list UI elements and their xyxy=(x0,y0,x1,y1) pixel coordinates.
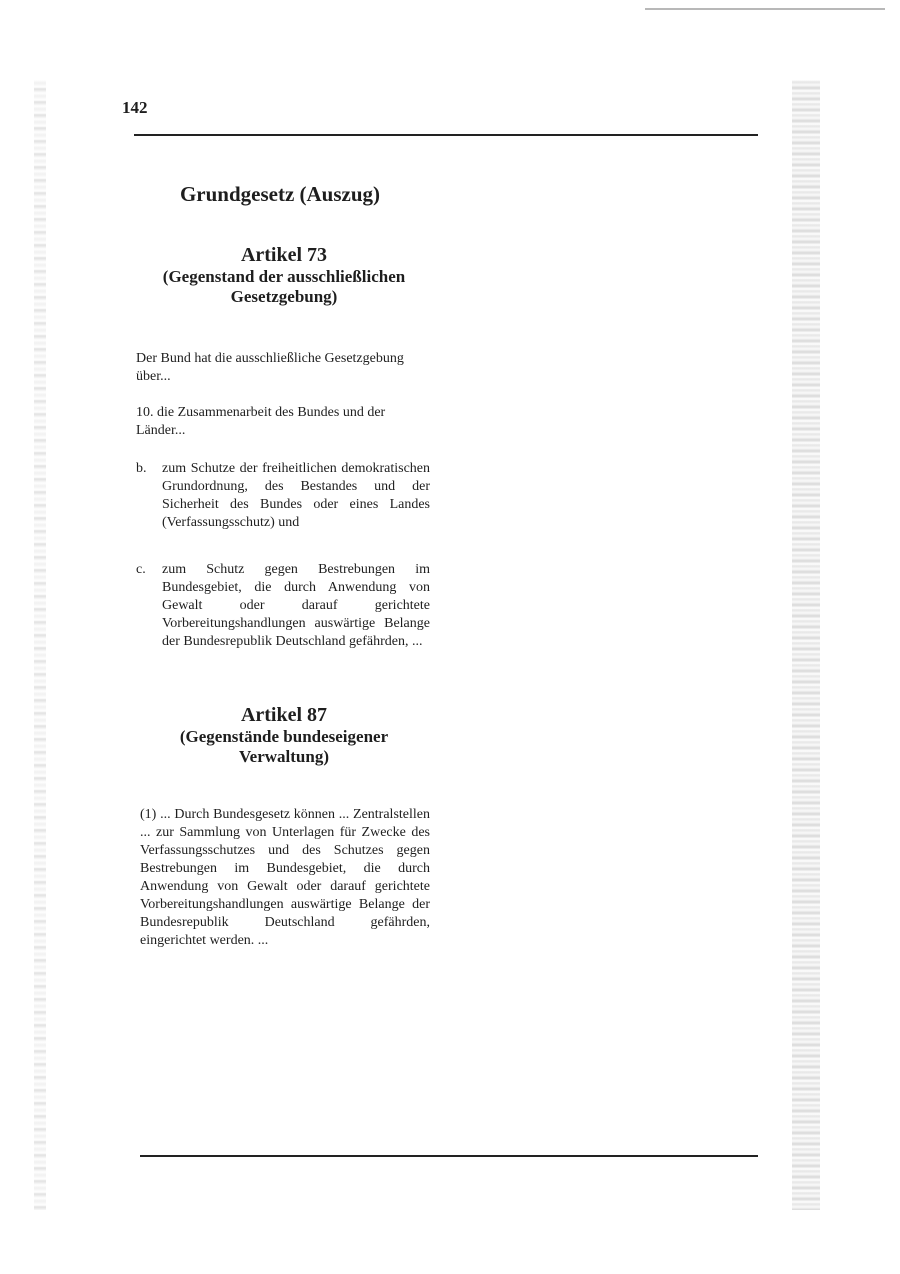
list-item-text: zum Schutz gegen Bestrebungen im Bundesgebiet, die durch Anwendung von Gewalt oder darauf gerichtete Vorbereitungshandlungen auswärtige Belange der Bundesrepublik Deutschland gefährden, ... xyxy=(162,562,430,649)
scan-artifact-right-edge xyxy=(792,80,820,1210)
article-87-subtitle: (Gegenstände bundeseigener Verwaltung) xyxy=(179,727,389,766)
scan-artifact-top xyxy=(645,8,885,10)
article-87-heading xyxy=(134,704,434,766)
article-73-subtitle: (Gegenstand der ausschließlichen Gesetzgebung) xyxy=(162,267,406,306)
list-item xyxy=(136,561,430,651)
article-87-title: Artikel 87 xyxy=(240,704,328,726)
document-title: Grundgesetz (Auszug) xyxy=(179,182,381,206)
article-73-heading xyxy=(134,244,434,306)
footer-rule xyxy=(140,1155,758,1157)
article-87-paragraph-1: (1) ... Durch Bundesgesetz können ... Zentralstellen ... zur Sammlung von Unterlagen für Zwecke des Verfassungsschutzes und des Schutzes gegen Bestrebungen im Bundesgebiet, die durch Anwendung von Gewalt oder darauf gerichtete Vorbereitungshandlungen auswärtige Belange der Bundesrepublik Deutschland gefährden, eingerichtet werden. ... xyxy=(140,807,430,948)
scan-artifact-left-edge xyxy=(34,80,46,1210)
page-number: 142 xyxy=(122,98,148,117)
header-rule xyxy=(134,134,758,136)
list-item-text: zum Schutze der freiheitlichen demokratischen Grundordnung, des Bestandes und der Sicherheit des Bundes oder eines Landes (Verfassungsschutz) und xyxy=(162,461,430,530)
article-73-title: Artikel 73 xyxy=(240,244,328,266)
list-item-marker: c. xyxy=(136,562,146,577)
list-item xyxy=(136,460,430,532)
list-item-marker: b. xyxy=(136,461,147,476)
article-73-intro: Der Bund hat die ausschließliche Gesetzgebung über... xyxy=(136,351,404,384)
article-73-item-10: 10. die Zusammenarbeit des Bundes und der Länder... xyxy=(136,405,386,438)
